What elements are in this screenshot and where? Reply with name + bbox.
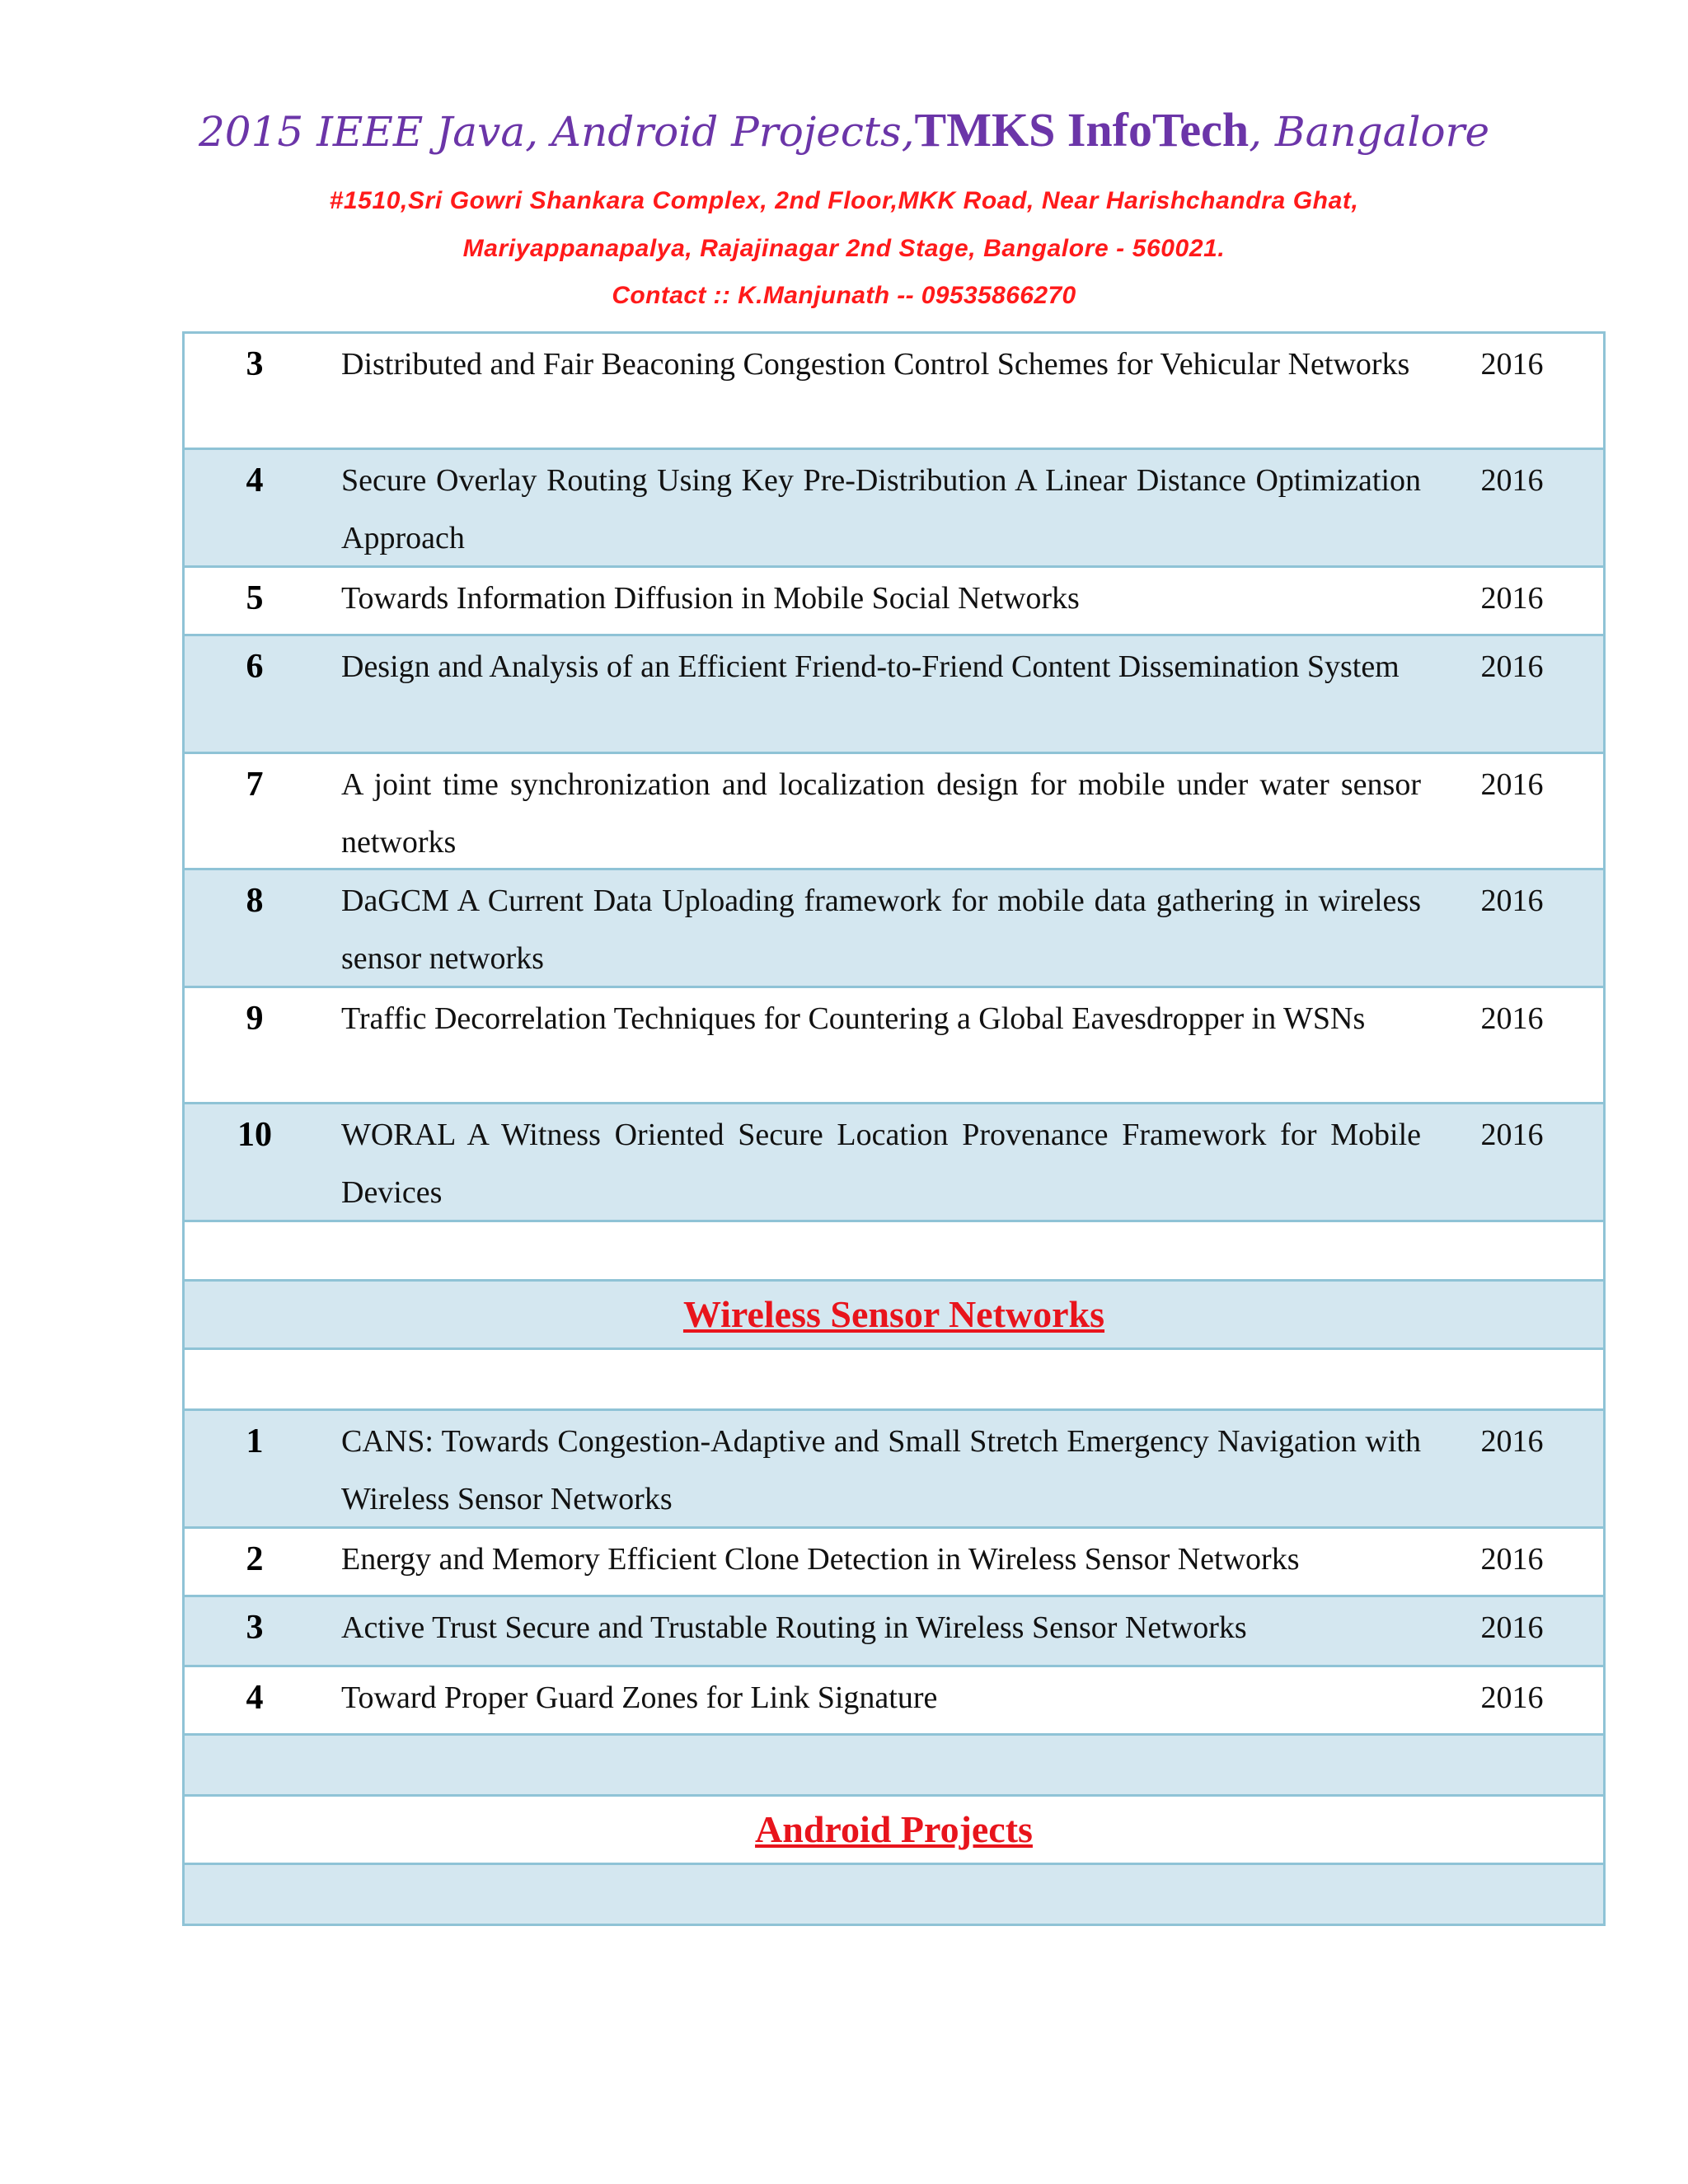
table-row	[185, 565, 1603, 634]
section-row	[185, 1794, 1603, 1863]
empty-row	[185, 1347, 1603, 1408]
project-title: Design and Analysis of an Efficient Friend-to-Friend Content Dissemination System	[341, 649, 1400, 684]
table-row	[185, 1102, 1603, 1220]
row-number: 1	[246, 1422, 264, 1460]
table-row	[185, 1595, 1603, 1665]
project-title: Secure Overlay Routing Using Key Pre-Distribution A Linear Distance Optimization Approach	[341, 463, 1421, 555]
project-title: A joint time synchronization and localization design for mobile under water sensor networks	[341, 767, 1421, 860]
row-number: 3	[246, 345, 264, 383]
project-title: WORAL A Witness Oriented Secure Location Provenance Framework for Mobile Devices	[341, 1118, 1421, 1210]
title-part-2: , Bangalore	[1249, 108, 1490, 156]
section-heading-wireless: Wireless Sensor Networks	[682, 1293, 1105, 1335]
project-title: Active Trust Secure and Trustable Routing in Wireless Sensor Networks	[341, 1610, 1247, 1645]
project-year: 2016	[1480, 1542, 1544, 1577]
project-year: 2016	[1480, 347, 1544, 382]
project-year: 2016	[1480, 1680, 1544, 1715]
project-title: Distributed and Fair Beaconing Congestion Control Schemes for Vehicular Networks	[341, 347, 1410, 382]
project-year: 2016	[1480, 463, 1544, 498]
table-row	[185, 1526, 1603, 1595]
project-year: 2016	[1480, 767, 1544, 802]
table-row	[185, 1665, 1603, 1733]
title-brand: TMKS InfoTech	[914, 103, 1250, 157]
row-number: 10	[237, 1116, 272, 1154]
project-year: 2016	[1480, 1118, 1544, 1152]
row-number: 8	[246, 882, 264, 920]
project-title: Energy and Memory Efficient Clone Detection in Wireless Sensor Networks	[341, 1542, 1300, 1577]
row-number: 4	[246, 462, 264, 499]
project-title: Towards Information Diffusion in Mobile Social Networks	[341, 581, 1080, 616]
project-year: 2016	[1480, 649, 1544, 684]
project-year: 2016	[1480, 1610, 1544, 1645]
address-line-1: #1510,Sri Gowri Shankara Complex, 2nd Floor,MKK Road, Near Harishchandra Ghat,	[329, 187, 1359, 214]
table-row	[185, 1408, 1603, 1526]
empty-row	[185, 1863, 1603, 1924]
page-title	[0, 97, 1688, 165]
row-number: 7	[246, 766, 264, 804]
row-number: 6	[246, 648, 264, 686]
table-row	[185, 868, 1603, 986]
project-year: 2016	[1480, 1001, 1544, 1036]
table-row	[185, 331, 1603, 448]
empty-row	[185, 1220, 1603, 1279]
title-part-1: 2015 IEEE Java, Android Projects,	[198, 108, 915, 156]
address-line-2: Mariyappanapalya, Rajajinagar 2nd Stage, Bangalore - 560021.	[462, 235, 1226, 262]
project-title: Traffic Decorrelation Techniques for Countering a Global Eavesdropper in WSNs	[341, 1001, 1366, 1036]
table-row	[185, 448, 1603, 565]
table-row	[185, 634, 1603, 752]
empty-row	[185, 1733, 1603, 1794]
project-title: Toward Proper Guard Zones for Link Signature	[341, 1680, 938, 1715]
project-year: 2016	[1480, 581, 1544, 616]
projects-table	[182, 331, 1606, 1926]
section-heading-android: Android Projects	[755, 1808, 1033, 1850]
project-title: CANS: Towards Congestion-Adaptive and Small Stretch Emergency Navigation with Wireless Sensor Networks	[341, 1424, 1421, 1516]
row-number: 5	[246, 579, 264, 617]
table-row	[185, 752, 1603, 868]
project-title: DaGCM A Current Data Uploading framework for mobile data gathering in wireless sensor networks	[341, 883, 1421, 976]
contact-line: Contact :: K.Manjunath -- 09535866270	[612, 282, 1076, 309]
row-number: 2	[246, 1540, 264, 1578]
project-year: 2016	[1480, 883, 1544, 918]
table-row	[185, 986, 1603, 1102]
row-number: 4	[246, 1679, 264, 1717]
project-year: 2016	[1480, 1424, 1544, 1459]
section-row	[185, 1279, 1603, 1347]
row-number: 9	[246, 1000, 264, 1038]
row-number: 3	[246, 1609, 264, 1647]
